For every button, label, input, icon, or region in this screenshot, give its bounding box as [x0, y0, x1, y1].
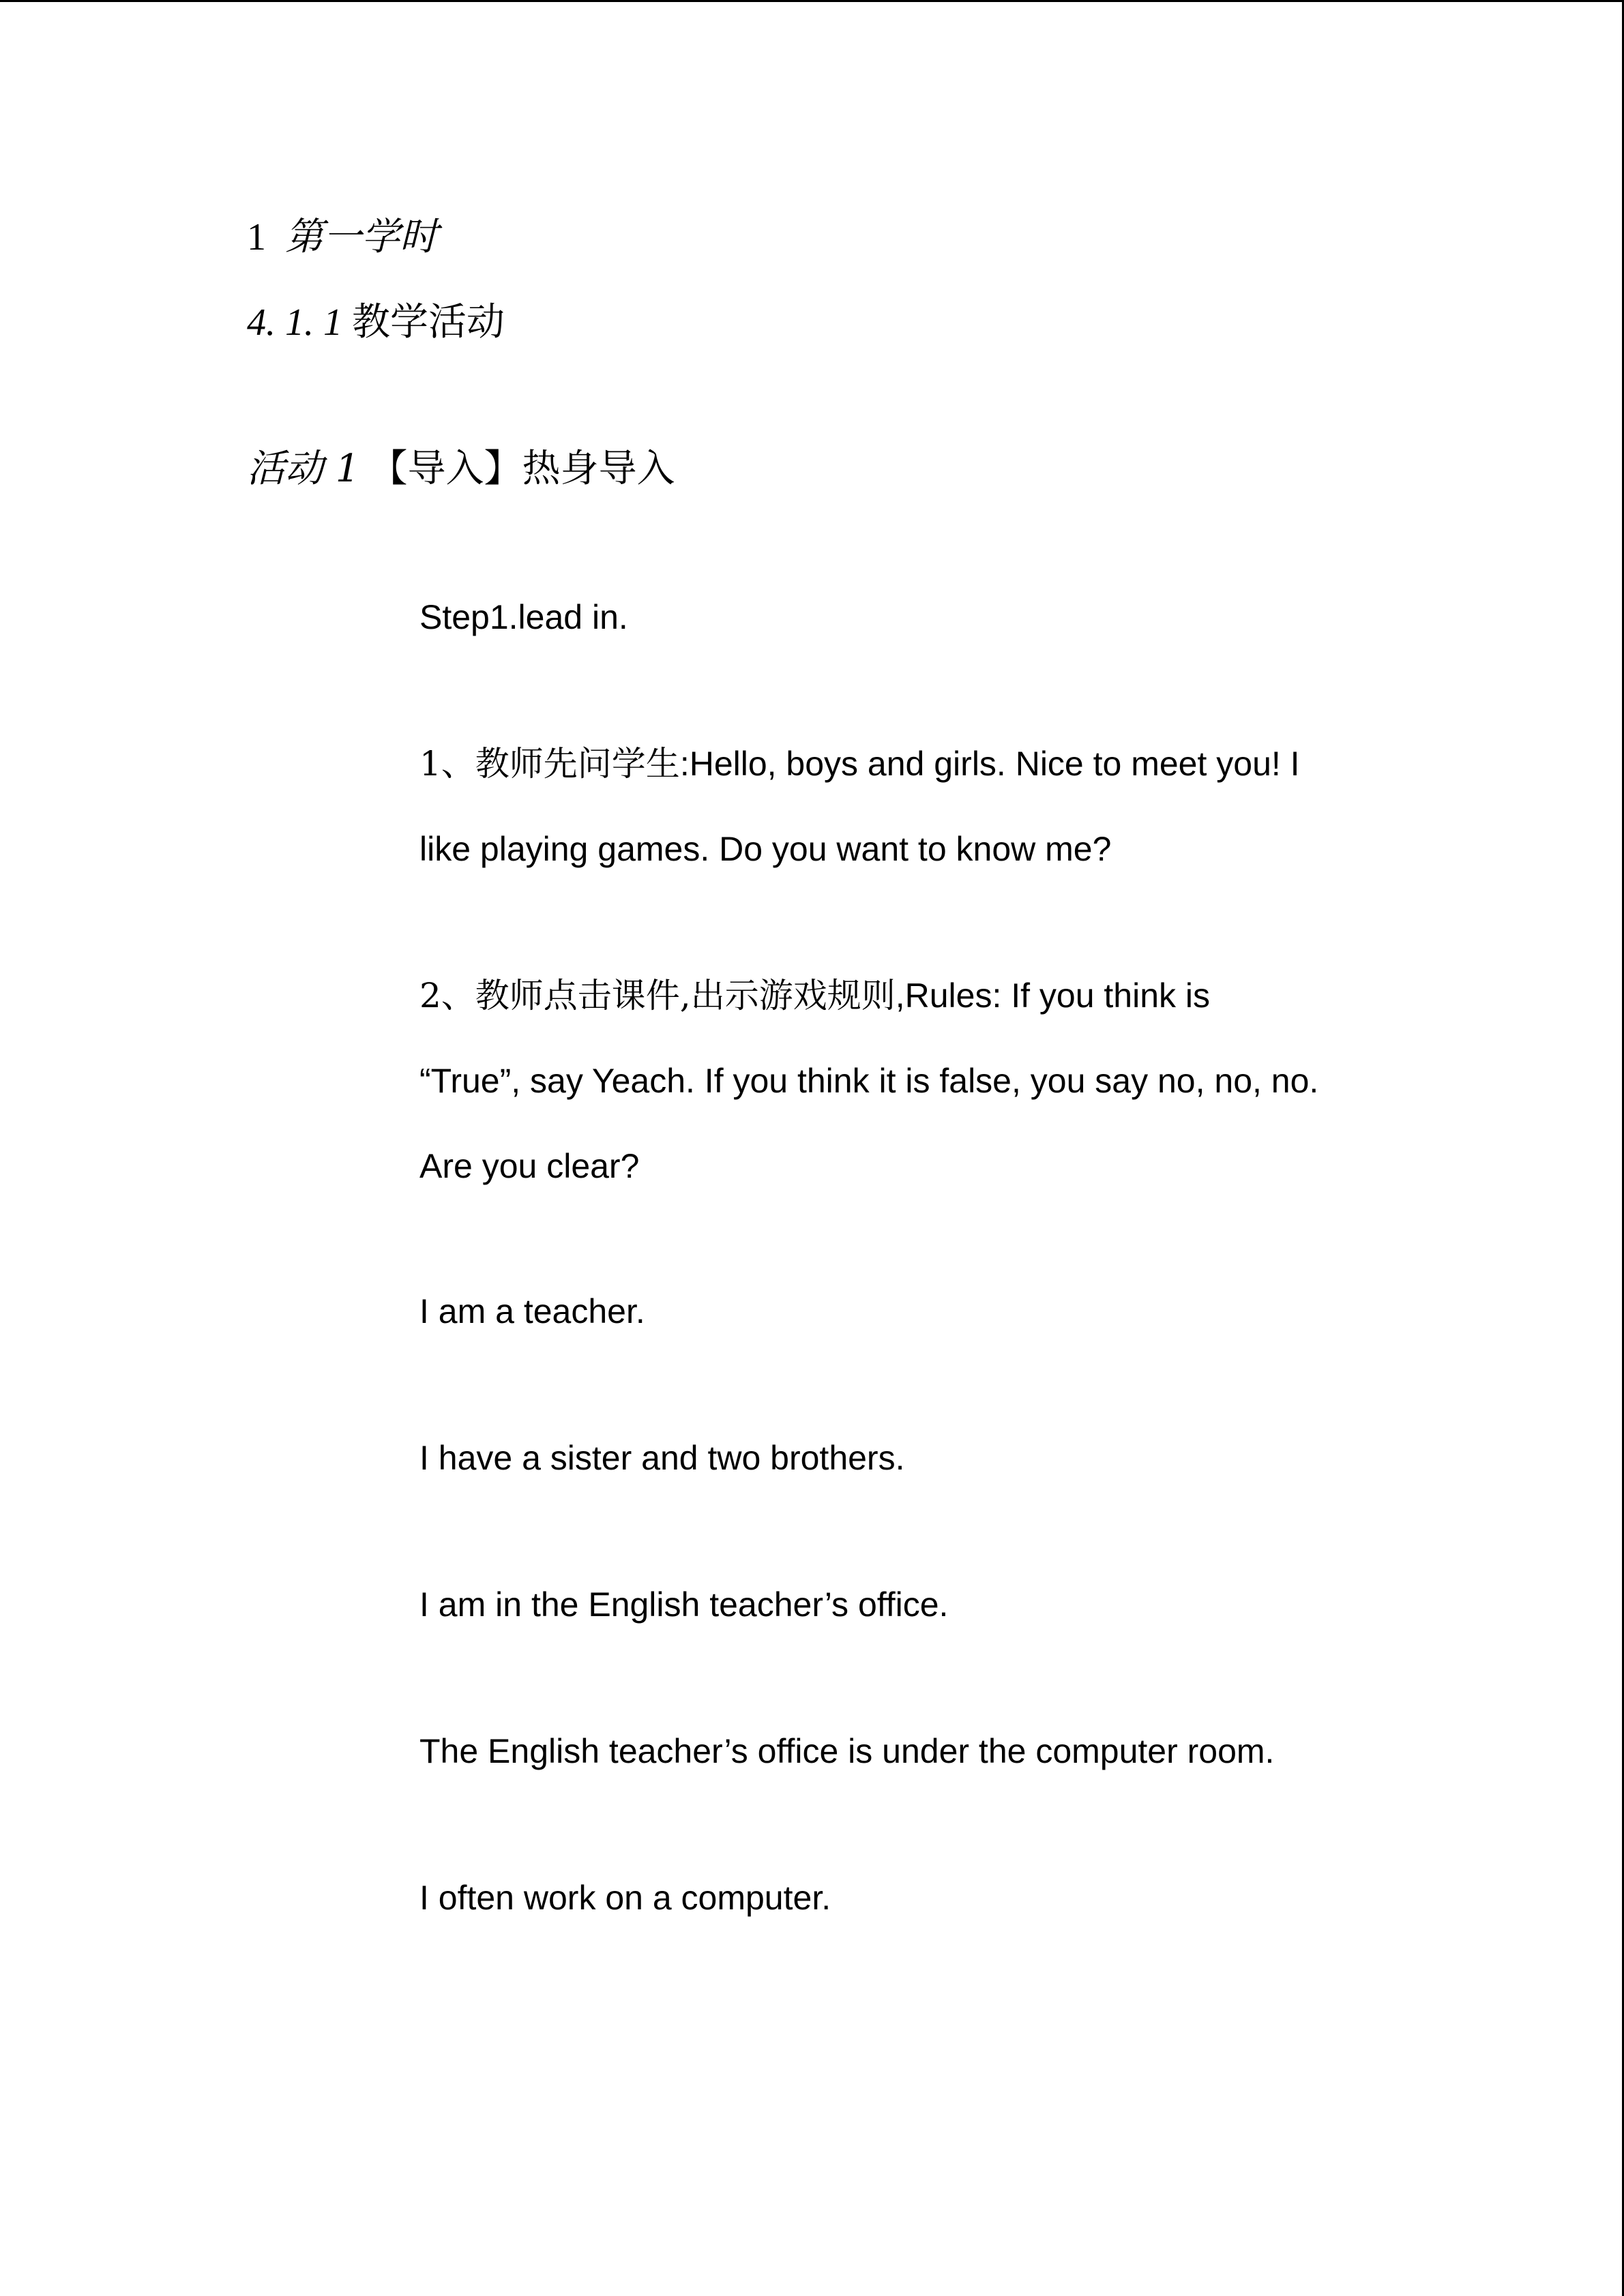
subsection-heading — [247, 300, 505, 344]
item1-prefix: 1、教师先问学生 — [419, 744, 680, 784]
item2-line2: “True”, say Yeach. If you think it is false, you say no, no, no. — [419, 1062, 1319, 1100]
page-border-top — [0, 0, 1624, 2]
statement-4: The English teacher’s office is under the computer room. — [419, 1732, 1275, 1770]
item2-line3: Are you clear? — [419, 1147, 640, 1185]
activity-title: 【导入】热身导入 — [369, 447, 675, 491]
item1-line2: like playing games. Do you want to know me? — [419, 830, 1112, 868]
item1-text: :Hello, boys and girls. Nice to meet you! I — [679, 745, 1300, 783]
section-heading — [247, 215, 438, 259]
section-title: 第一学时 — [285, 215, 438, 259]
section-number: 1 — [247, 216, 266, 258]
item2-prefix: 2、教师点击课件,出示游戏规则 — [419, 976, 896, 1015]
statement-1: I am a teacher. — [419, 1292, 645, 1330]
statement-3: I am in the English teacher’s office. — [419, 1585, 949, 1624]
subsection-number: 4. 1. 1 — [247, 301, 342, 344]
item2-line1 — [419, 976, 1211, 1015]
statement-2: I have a sister and two brothers. — [419, 1439, 905, 1477]
subsection-title: 教学活动 — [352, 300, 505, 344]
step-label: Step1.lead in. — [419, 598, 628, 636]
activity-label: 活动 1 — [247, 447, 360, 491]
item1-line1 — [419, 744, 1300, 784]
activity-heading — [247, 447, 675, 491]
statement-5: I often work on a computer. — [419, 1879, 831, 1917]
item2-text: ,Rules: If you think is — [895, 976, 1211, 1015]
